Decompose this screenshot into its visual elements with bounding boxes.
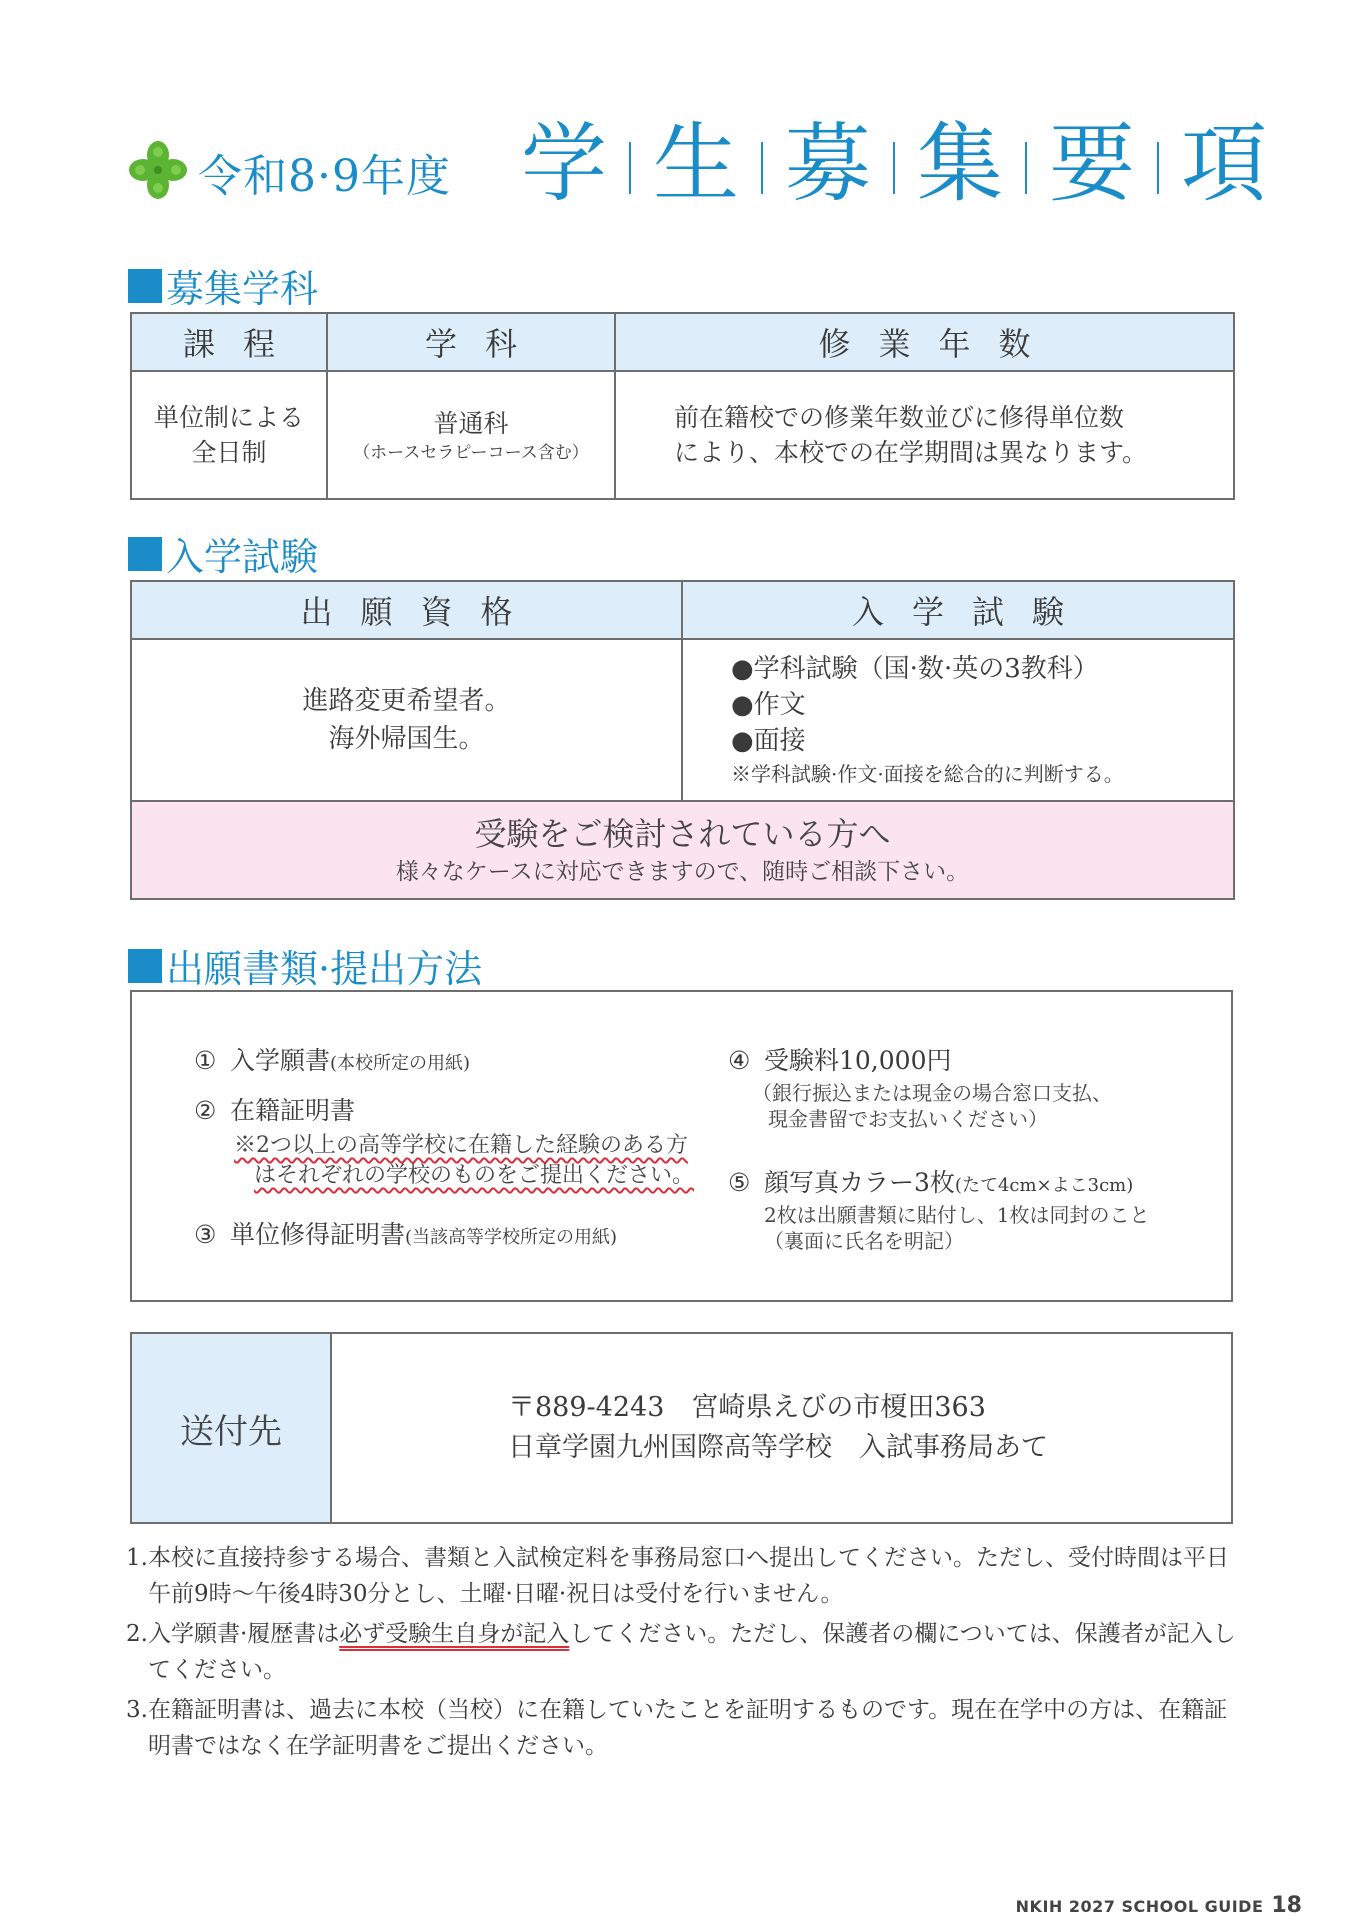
header-qualification: 出願資格 <box>131 581 682 639</box>
exam-item: ●面接 <box>731 726 806 756</box>
note-item-3: 3.在籍証明書は、過去に本校（当校）に在籍していたことを証明するものです。現在在学中の方は、在籍証明書ではなく在学証明書をご提出ください。 <box>126 1697 1228 1759</box>
section-heading-departments <box>128 258 318 313</box>
page-number: 18 <box>1271 1893 1302 1918</box>
consultation-title: 受験をご検討されている方へ <box>474 815 891 853</box>
section-heading-exam <box>128 526 318 581</box>
note-item-2: 2.入学願書·履歴書は必ず受験生自身が記入してください。ただし、保護者の欄については、保護者が記入してください。 <box>126 1621 1236 1683</box>
document-item-5: ⑤ 顔写真カラー3枚(たて4cm×よこ3cm) <box>728 1168 1134 1197</box>
header-course: 課程 <box>131 313 327 371</box>
address-lines <box>332 1334 1048 1522</box>
emphasis-text: 必ず受験生自身が記入 <box>339 1621 570 1647</box>
qualification-cell <box>131 639 682 801</box>
header-exam: 入学試験 <box>682 581 1234 639</box>
course-line: 単位制による <box>153 403 304 432</box>
section-heading-label: 入学試験 <box>166 535 319 579</box>
title-char: 学 <box>521 114 607 214</box>
course-line: 全日制 <box>191 438 267 467</box>
exam-item: ●作文 <box>731 690 806 720</box>
years-cell <box>615 371 1234 499</box>
consultation-text: 様々なケースに対応できますので、随時ご相談下さい。 <box>395 859 970 885</box>
consultation-banner <box>131 801 1234 899</box>
years-line: により、本校での在学期間は異なります。 <box>674 438 1148 467</box>
exam-items-cell <box>682 639 1234 801</box>
document-item-4: ④ 受験料10,000円 <box>728 1046 952 1075</box>
subject-name: 普通科 <box>433 408 509 438</box>
departments-table <box>130 312 1235 500</box>
exam-note: ※学科試験·作文·面接を総合的に判断する。 <box>731 762 1124 786</box>
document-item-4-note: 現金書留でお支払いください） <box>768 1107 1048 1131</box>
header-subject: 学科 <box>327 313 615 371</box>
section-heading-documents <box>128 938 482 993</box>
qualification-line: 進路変更希望者。 <box>302 686 511 716</box>
exam-item: ●学科試験（国·数·英の3教科） <box>731 654 1099 684</box>
title-char: 項 <box>1158 116 1290 212</box>
address-box <box>130 1332 1233 1524</box>
footer-guide-label: NKIH 2027 SCHOOL GUIDE <box>1015 1897 1264 1916</box>
document-item-5-note: 2枚は出願書類に貼付し、1枚は同封のこと <box>764 1203 1150 1227</box>
title-year: 令和8·9年度 <box>198 151 451 202</box>
document-item-3: ③ 単位修得証明書(当該高等学校所定の用紙) <box>194 1220 618 1249</box>
address-line: 〒889-4243 宮崎県えびの市榎田363 <box>508 1392 986 1423</box>
note-item-1: 1.本校に直接持参する場合、書類と入試検定料を事務局窓口へ提出してください。ただし、受付時間は平日午前9時～午後4時30分とし、土曜·日曜·祝日は受付を行いません。 <box>126 1545 1229 1607</box>
clover-icon <box>126 138 190 202</box>
header-years: 修業年数 <box>615 313 1234 371</box>
heading-square <box>128 537 162 571</box>
section-heading-label: 募集学科 <box>166 267 319 311</box>
title-char: 募 <box>762 116 894 212</box>
page-footer <box>1016 1893 1302 1918</box>
document-item-5-note: （裏面に氏名を明記） <box>764 1229 964 1253</box>
years-line: 前在籍校での修業年数並びに修得単位数 <box>674 403 1125 432</box>
address-line: 日章学園九州国際高等学校 入試事務局あて <box>508 1432 1048 1463</box>
exam-table <box>130 580 1235 900</box>
page-title <box>498 116 1290 212</box>
subject-note: （ホースセラピーコース含む） <box>353 442 589 463</box>
title-char: 生 <box>630 116 762 212</box>
document-item-2-note: はそれぞれの学校のものをご提出ください。 <box>254 1163 695 1188</box>
title-char: 要 <box>1026 116 1158 212</box>
heading-square <box>128 949 162 983</box>
document-item-4-note: （銀行振込または現金の場合窓口支払、 <box>752 1081 1112 1105</box>
documents-box <box>130 990 1233 1302</box>
notes-list <box>126 1540 1236 1768</box>
document-item-2: ② 在籍証明書 <box>194 1096 356 1125</box>
document-item-2-note: ※2つ以上の高等学校に在籍した経験のある方 <box>234 1133 688 1158</box>
course-cell <box>131 371 327 499</box>
address-label: 送付先 <box>132 1334 332 1522</box>
heading-square <box>128 269 162 303</box>
subject-cell <box>327 371 615 499</box>
title-char: 集 <box>894 116 1026 212</box>
qualification-line: 海外帰国生。 <box>328 724 485 754</box>
document-item-1: ① 入学願書(本校所定の用紙) <box>194 1046 471 1075</box>
section-heading-label: 出願書類·提出方法 <box>166 947 483 991</box>
